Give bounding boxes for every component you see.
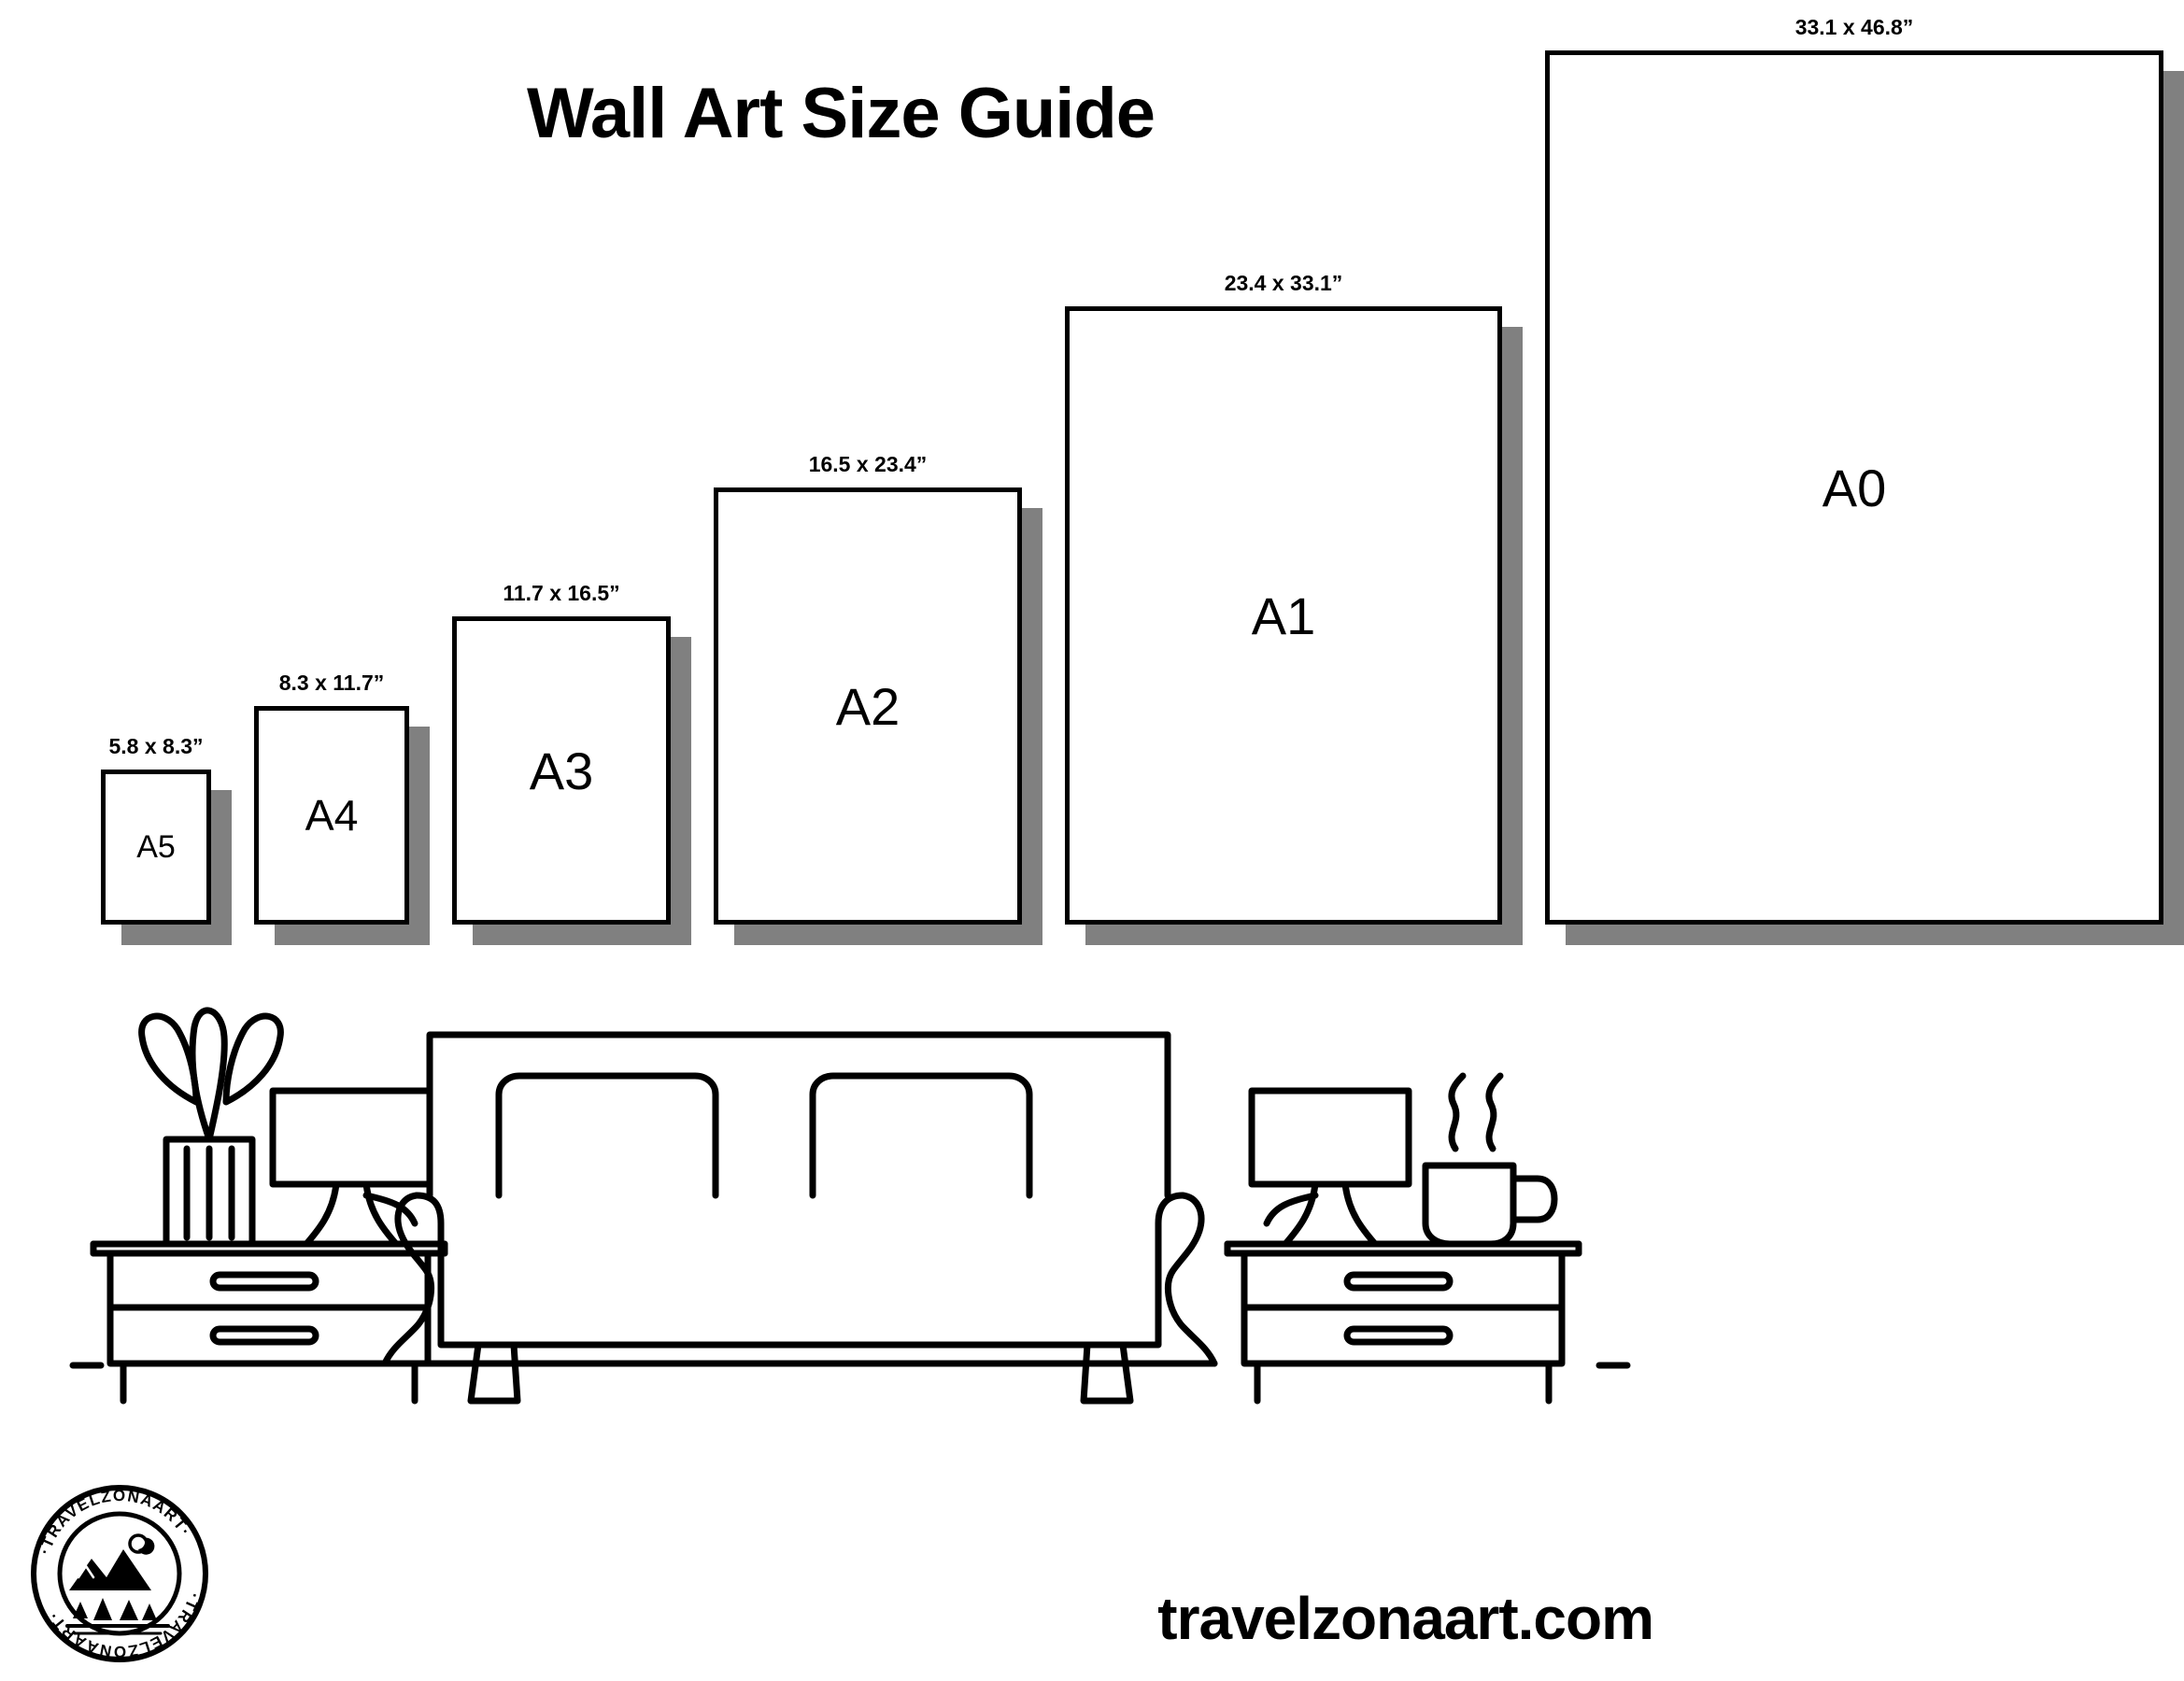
steam-left [1452, 1076, 1463, 1149]
frame-box-a5[interactable] [101, 770, 211, 925]
frame-size-label: A1 [1251, 586, 1316, 645]
nightstand-left [93, 1244, 445, 1401]
page-title: Wall Art Size Guide [526, 74, 1156, 153]
frame-a2[interactable] [714, 452, 1042, 945]
frame-a0[interactable] [1545, 15, 2184, 945]
frame-a4[interactable] [254, 671, 430, 945]
frame-box-a4[interactable] [254, 706, 409, 925]
frame-size-label: A0 [1822, 458, 1887, 517]
frame-dimension-label: 5.8 x 8.3” [108, 734, 204, 758]
frame-dimension-label: 23.4 x 33.1” [1224, 271, 1343, 295]
frame-dimension-label: 8.3 x 11.7” [278, 671, 385, 695]
frame-size-label: A4 [305, 791, 359, 840]
nightstand-right [1227, 1244, 1579, 1401]
frame-size-label: A2 [835, 676, 901, 736]
site-url: travelzonaart.com [1157, 1585, 1653, 1652]
frame-box-a3[interactable] [452, 616, 671, 925]
table-lamp-left [273, 1091, 430, 1244]
coffee-cup [1425, 1076, 1554, 1244]
steam-right [1489, 1076, 1500, 1149]
brand-logo [26, 1480, 213, 1667]
bedroom-illustration [56, 915, 1644, 1438]
duvet-drape-right [1168, 1195, 1214, 1363]
pillow-left [499, 1076, 716, 1195]
bed [385, 1035, 1214, 1401]
table-lamp-right [1252, 1091, 1409, 1244]
pillow-right [813, 1076, 1029, 1195]
leaf-center [192, 1010, 224, 1139]
leaf-left [142, 1016, 196, 1102]
frame-box-a1[interactable] [1065, 306, 1502, 925]
plant-vase [142, 1010, 281, 1244]
frame-a1[interactable] [1065, 271, 1523, 945]
logo-text-top: ·TRAVELZONAART· [35, 1486, 195, 1557]
frame-size-label: A3 [529, 741, 594, 800]
bed-leg-left [471, 1345, 518, 1401]
frame-dimension-label: 33.1 x 46.8” [1794, 15, 1914, 39]
frame-size-label: A5 [136, 828, 176, 865]
frame-box-a0[interactable] [1545, 50, 2163, 925]
frame-dimension-label: 16.5 x 23.4” [808, 452, 928, 476]
duvet-drape-left [385, 1195, 432, 1363]
frame-dimension-label: 11.7 x 16.5” [503, 581, 620, 605]
frame-box-a2[interactable] [714, 487, 1022, 925]
logo-text-bottom: ·TRAVELZONAART· [44, 1590, 204, 1661]
bed-leg-right [1084, 1345, 1130, 1401]
frame-a3[interactable] [452, 581, 691, 945]
duvet [417, 1195, 1183, 1345]
